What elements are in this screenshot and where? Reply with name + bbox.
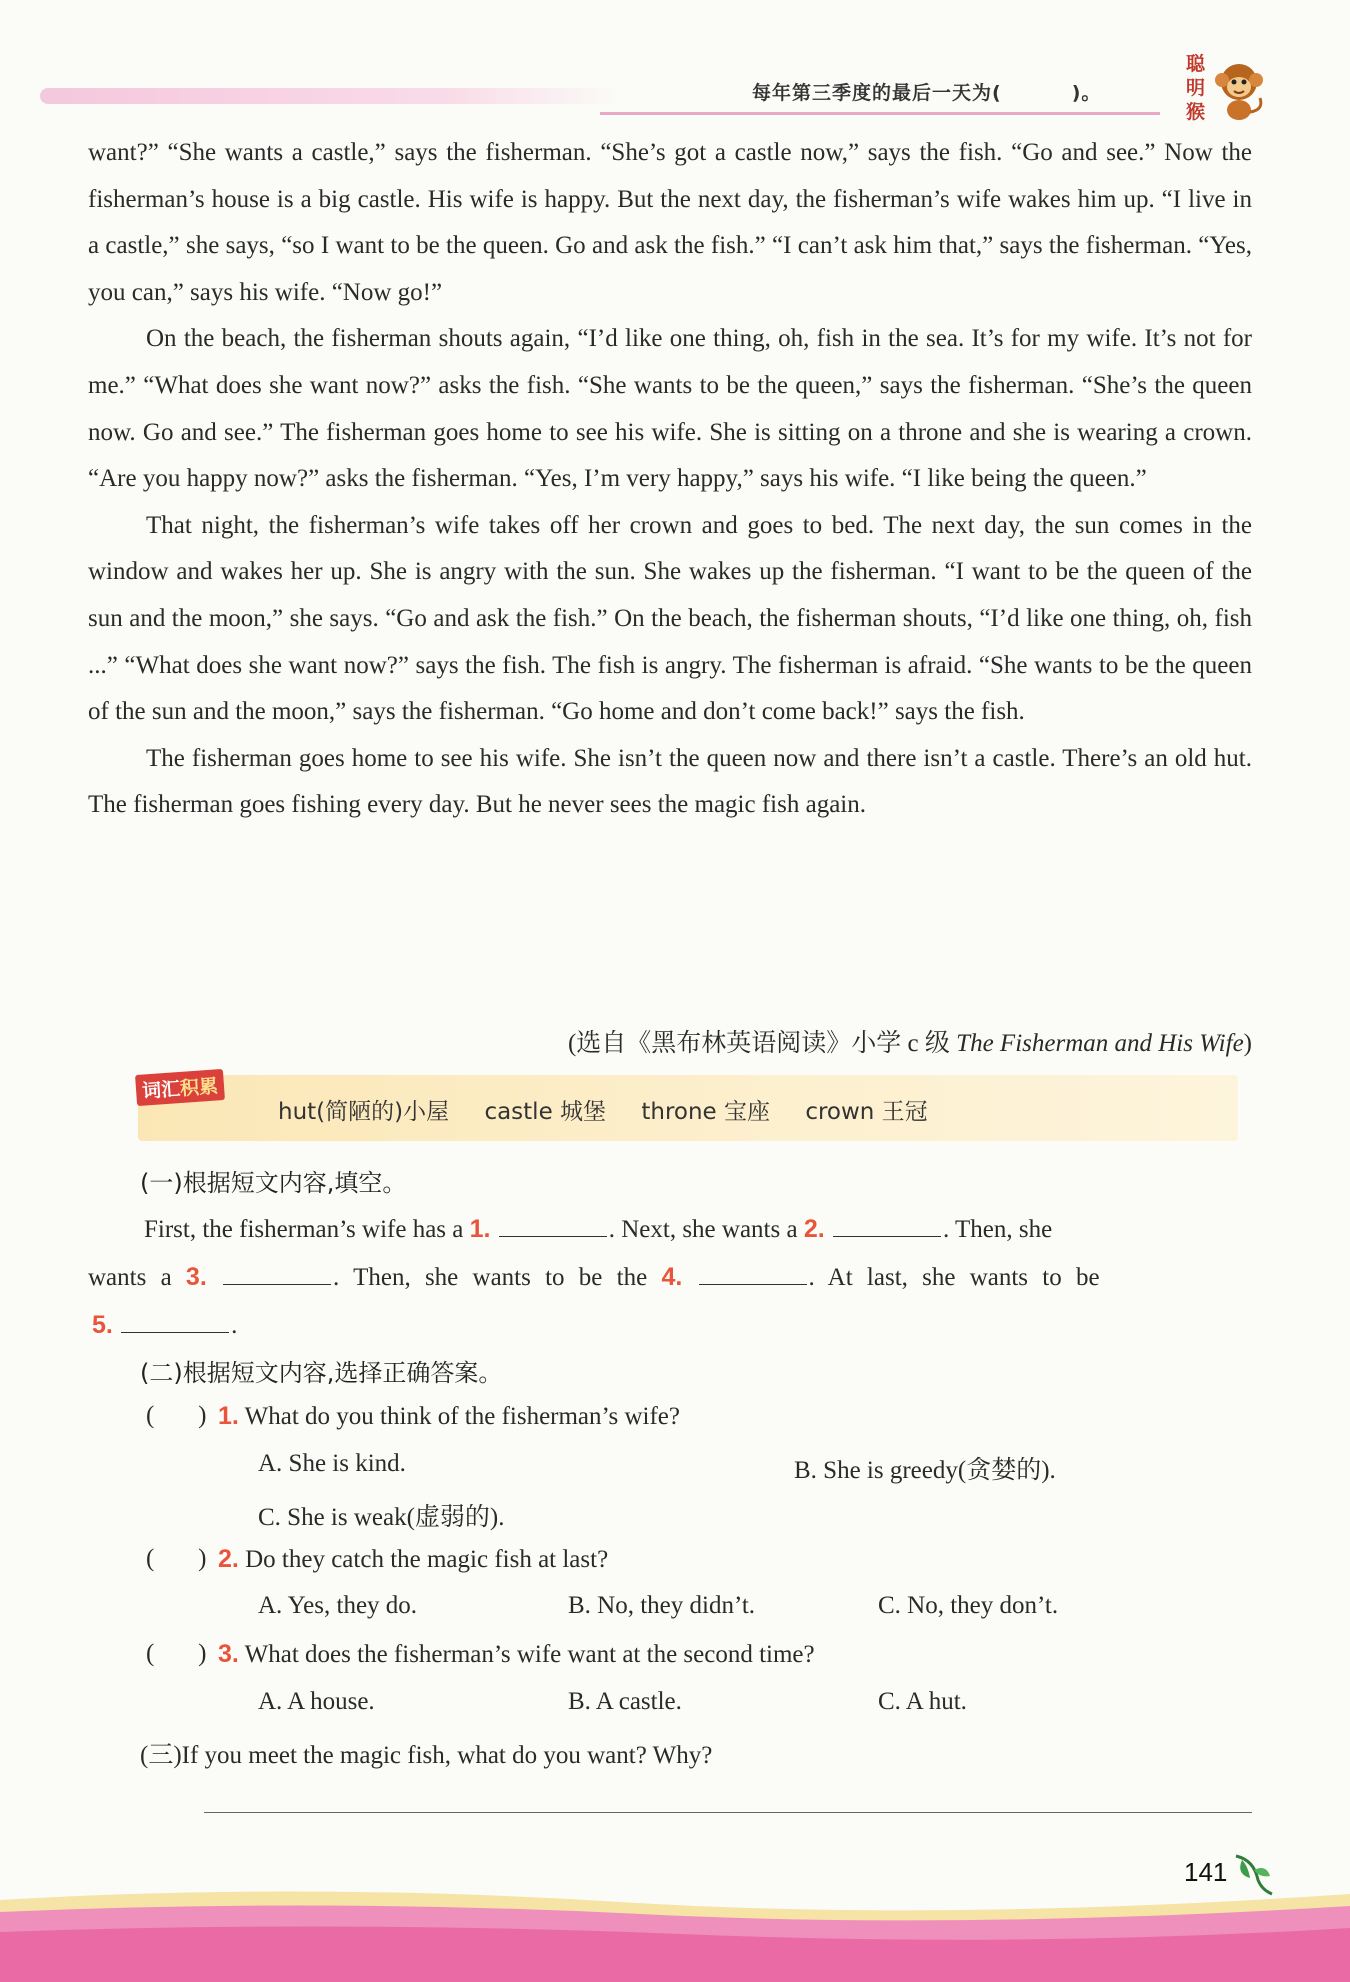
header-band bbox=[40, 88, 620, 104]
story-paragraph: The fisherman goes home to see his wife. She isn’t the queen now and there isn’t a castle. There’s an old hut. The fisherman goes fishing every day. But he never sees the magic fish again. bbox=[88, 744, 1252, 819]
blank-2[interactable] bbox=[833, 1210, 941, 1237]
option[interactable]: C. No, they don’t. bbox=[878, 1592, 1059, 1619]
part3-title: (三)If you meet the magic fish, what do you want? Why? bbox=[140, 1742, 713, 1769]
vocab-word: throne 宝座 bbox=[641, 1099, 770, 1125]
question-3 bbox=[218, 1640, 815, 1669]
option[interactable]: C. She is weak(虚弱的). bbox=[258, 1504, 505, 1531]
story-paragraph: want?” “She wants a castle,” says the fisherman. “She’s got a castle now,” says the fish. “Go and see.” Now the fisherman’s house is a big castle. His wife is happy. But the next day, the fisherman’s wife wakes him up. “I live in a castle,” she says, “so I want to be the queen. Go and ask the fish.” “I can’t ask him that,” says the fisherman. “Yes, you can,” says his wife. “Now go!” bbox=[88, 139, 1252, 306]
question-text: What does the fisherman’s wife want at the second time? bbox=[244, 1641, 815, 1668]
question-number: 2. bbox=[218, 1545, 239, 1573]
answer-paren-3[interactable]: ( ) bbox=[146, 1640, 207, 1667]
vocab-word: hut(简陋的)小屋 bbox=[278, 1099, 450, 1125]
source-citation bbox=[568, 1023, 1252, 1059]
option[interactable]: B. She is greedy(贪婪的). bbox=[794, 1457, 1056, 1484]
page-number: 141 bbox=[1184, 1857, 1228, 1887]
part2-title: (二)根据短文内容,选择正确答案。 bbox=[140, 1359, 503, 1387]
fill-text: . Next, she wants a bbox=[608, 1216, 804, 1243]
source-prefix: (选自《黑布林英语阅读》小学 c 级 bbox=[567, 1030, 957, 1057]
footer-wave bbox=[0, 1872, 1350, 1982]
question-1 bbox=[218, 1402, 680, 1431]
header-rule bbox=[600, 112, 1160, 115]
blank-number: 3. bbox=[185, 1263, 207, 1291]
source-suffix: ) bbox=[1243, 1030, 1252, 1057]
option[interactable]: A. Yes, they do. bbox=[258, 1592, 418, 1619]
vocab-word: castle 城堡 bbox=[484, 1099, 607, 1125]
blank-4[interactable] bbox=[699, 1258, 807, 1285]
monkey-logo bbox=[1186, 52, 1266, 126]
blank-number: 5. bbox=[92, 1311, 113, 1339]
blank-number: 1. bbox=[469, 1215, 491, 1243]
vocab-tag bbox=[135, 1069, 225, 1106]
vocab-tag-a: 词汇 bbox=[141, 1078, 181, 1103]
story-paragraph: That night, the fisherman’s wife takes off her crown and goes to bed. The next day, the sun comes in the window and wakes her up. She is angry with the sun. She wakes up the fisherman. “I want to be the queen of the sun and the moon,” she says. “Go and ask the fish.” On the beach, the fisherman shouts, “I’d like one thing, oh, fish ...” “What does she want now?” says the fish. The fish is angry. The fisherman is afraid. “She wants to be the queen of the sun and the moon,” says the fisherman. “Go home and don’t come back!” says the fish. bbox=[88, 511, 1252, 726]
question-2 bbox=[218, 1545, 608, 1574]
story-paragraph: On the beach, the fisherman shouts again, “I’d like one thing, oh, fish in the sea. It’s for my wife. It’s not for me.” “What does she want now?” asks the fish. “She wants to be the queen,” says the fisherman. “She’s the queen now. Go and see.” The fisherman goes home to see his wife. She is sitting on a throne and she is wearing a crown. “Are you happy now?” asks the fisherman. “Yes, I’m very happy,” says his wife. “I like being the queen.” bbox=[88, 325, 1252, 493]
answer-paren-2[interactable]: ( ) bbox=[146, 1545, 207, 1572]
vocab-words bbox=[278, 1093, 956, 1126]
blank-number: 2. bbox=[803, 1215, 825, 1243]
option[interactable]: A. A house. bbox=[258, 1688, 375, 1715]
fill-text: . Then, she wants to be the bbox=[333, 1264, 662, 1291]
question-text: Do they catch the magic fish at last? bbox=[245, 1546, 609, 1573]
fill-text: First, the fisherman’s wife has a bbox=[144, 1216, 470, 1243]
fill-line-2 bbox=[88, 1258, 1100, 1292]
answer-paren-1[interactable]: ( ) bbox=[146, 1402, 207, 1429]
fill-line-3 bbox=[92, 1306, 237, 1340]
option[interactable]: B. A castle. bbox=[568, 1688, 682, 1715]
story-text bbox=[88, 130, 1252, 829]
part1-title: (一)根据短文内容,填空。 bbox=[140, 1169, 407, 1197]
blank-3[interactable] bbox=[223, 1258, 331, 1285]
logo-text: 聪明猴 bbox=[1186, 53, 1206, 123]
question-number: 1. bbox=[218, 1402, 239, 1430]
question-number: 3. bbox=[218, 1640, 239, 1668]
answer-line[interactable] bbox=[204, 1812, 1252, 1813]
fill-text: . At last, she wants to be bbox=[808, 1264, 1100, 1291]
fill-text: . bbox=[231, 1312, 238, 1339]
header-quiz-end: )。 bbox=[1071, 82, 1102, 104]
header-quiz-text: 每年第三季度的最后一天为( bbox=[752, 82, 1002, 104]
header-quiz bbox=[752, 78, 1101, 105]
vocab-tag-b: 积累 bbox=[179, 1075, 219, 1100]
source-title: The Fisherman and His Wife bbox=[956, 1030, 1244, 1057]
blank-number: 4. bbox=[661, 1263, 683, 1291]
fill-text: . Then, she bbox=[942, 1216, 1053, 1243]
option[interactable]: A. She is kind. bbox=[258, 1450, 406, 1477]
question-text: What do you think of the fisherman’s wife? bbox=[244, 1403, 680, 1430]
fill-text: wants a bbox=[88, 1264, 186, 1291]
fill-line-1 bbox=[144, 1210, 1052, 1244]
blank-5[interactable] bbox=[121, 1306, 229, 1333]
vocab-word: crown 王冠 bbox=[805, 1099, 928, 1125]
blank-1[interactable] bbox=[499, 1210, 607, 1237]
option[interactable]: C. A hut. bbox=[878, 1688, 967, 1715]
option[interactable]: B. No, they didn’t. bbox=[568, 1592, 756, 1619]
monkey-icon bbox=[1212, 58, 1266, 122]
